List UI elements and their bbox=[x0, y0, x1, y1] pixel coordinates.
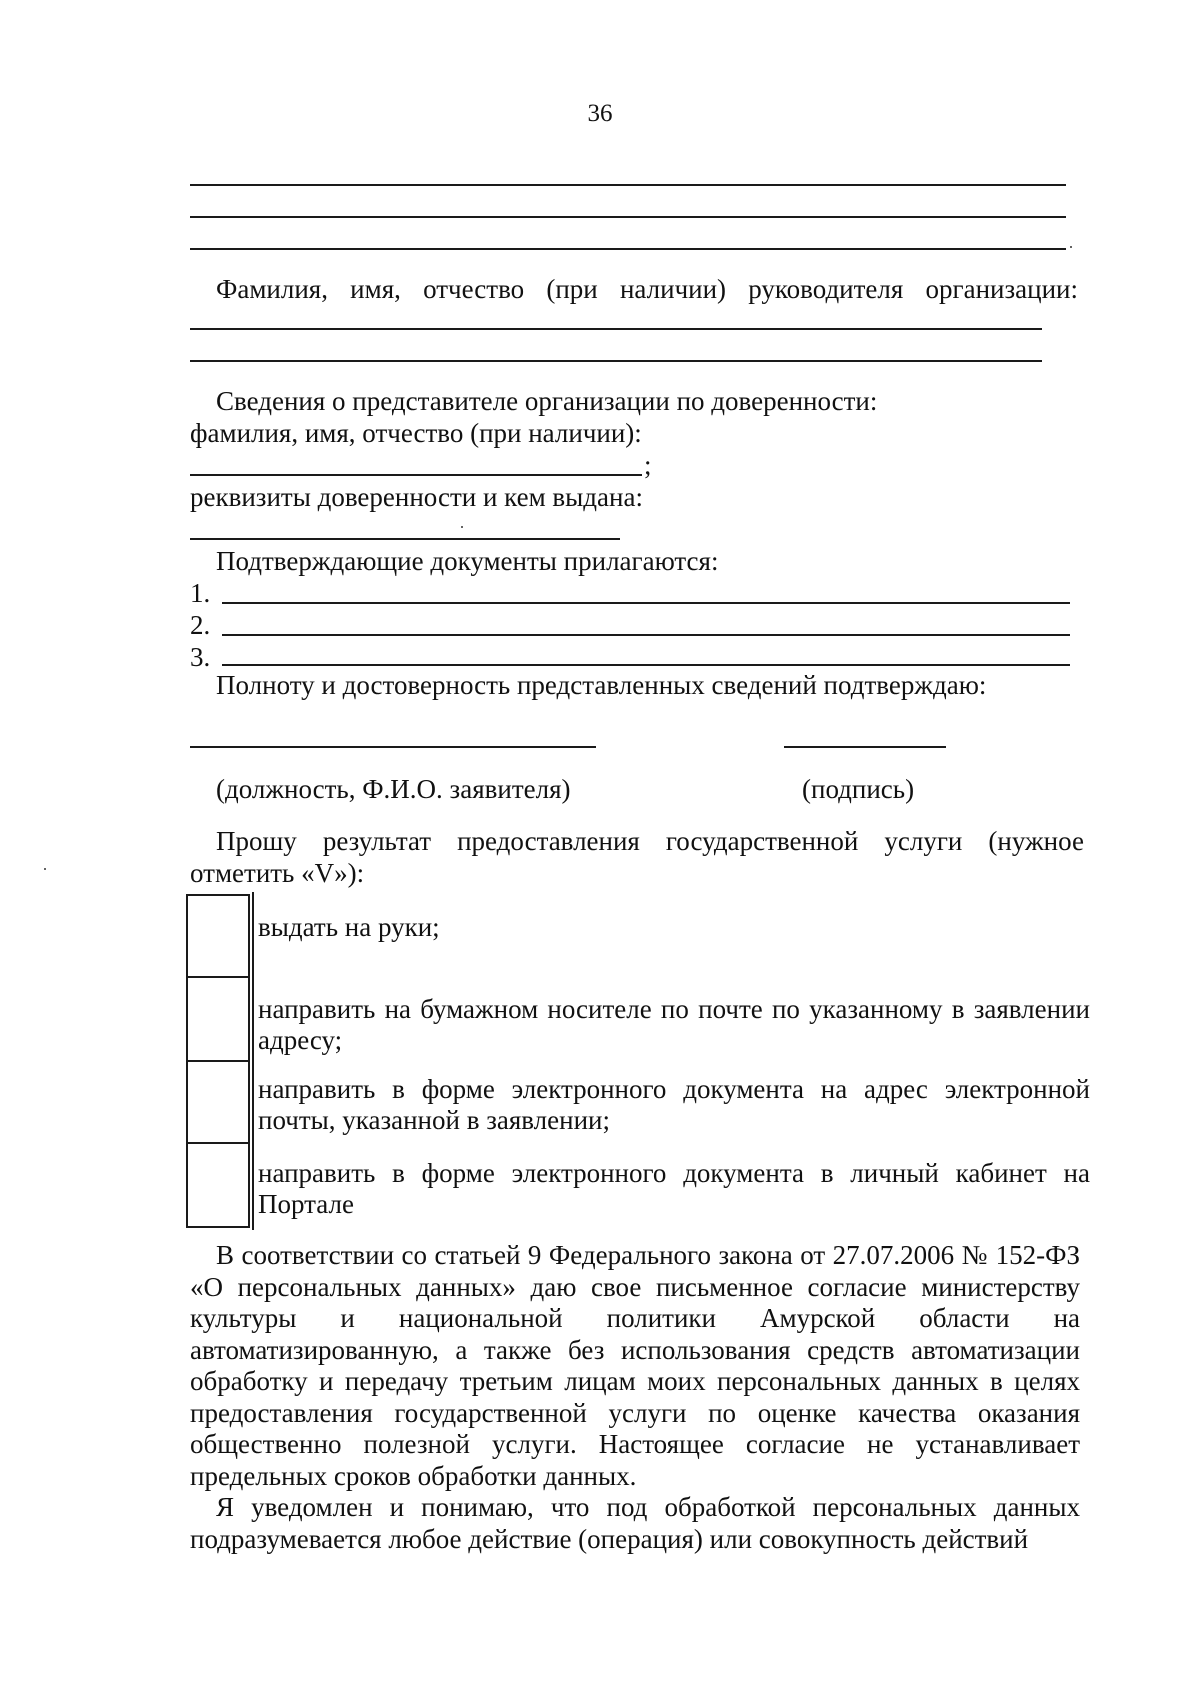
option-divider bbox=[252, 976, 254, 1062]
result-request-line1 bbox=[216, 826, 1084, 857]
blank-line bbox=[190, 248, 1066, 250]
word: предоставления bbox=[457, 826, 640, 856]
speck bbox=[461, 526, 463, 528]
option-divider bbox=[252, 1142, 254, 1230]
attachment-number: 2. bbox=[190, 610, 211, 640]
attachment-number: 1. bbox=[190, 578, 211, 608]
rep-doc-label: реквизиты доверенности и кем выдана: bbox=[190, 482, 643, 512]
word: (нужное bbox=[988, 826, 1084, 856]
attachments-title: Подтверждающие документы прилагаются: bbox=[216, 546, 719, 576]
consent-paragraph: В соответствии со статьей 9 Федерального закона от 27.07.2006 № 152-ФЗ «О персональных данных» даю свое письменное согласие министерству культуры и национальной политики Амурской области на автоматизированную, а также без использования средств автоматизации обработку и передачу третьим лицам моих персональных данных в целях предоставления государственной услуги по оценке качества оказания общественно полезной услуги. Настоящее согласие не устанавливает предельных сроков обработки данных. bbox=[190, 1240, 1080, 1491]
rep-section-title: Сведения о представителе организации по доверенности: bbox=[216, 386, 878, 416]
blank-line bbox=[190, 538, 620, 540]
word: Прошу bbox=[216, 826, 297, 856]
result-request-line2: отметить «V»): bbox=[190, 858, 365, 888]
page-number: 36 bbox=[587, 100, 613, 127]
option-label-email: направить в форме электронного документа на адрес электронной почты, указанной в заявлении; bbox=[258, 1074, 1090, 1135]
word: услуги bbox=[884, 826, 963, 856]
org-head-label: Фамилия, имя, отчество (при наличии) руководителя организации: bbox=[216, 274, 1078, 304]
speck bbox=[44, 868, 46, 870]
blank-line bbox=[190, 328, 1042, 330]
option-divider bbox=[252, 892, 254, 978]
signature-line bbox=[190, 746, 596, 748]
option-checkbox-portal[interactable] bbox=[186, 1142, 250, 1228]
position-caption: (должность, Ф.И.О. заявителя) bbox=[216, 774, 571, 804]
option-label-portal: направить в форме электронного документа в личный кабинет на Порталe bbox=[258, 1158, 1090, 1219]
blank-line bbox=[222, 602, 1070, 604]
notice-paragraph: Я уведомлен и понимаю, что под обработкой персональных данных подразумевается любое действие (операция) или совокупность действий bbox=[190, 1492, 1080, 1554]
word: государственной bbox=[665, 826, 859, 856]
confirmation-text: Полноту и достоверность представленных сведений подтверждаю: bbox=[216, 670, 987, 700]
blank-line bbox=[190, 360, 1042, 362]
attachment-number: 3. bbox=[190, 642, 211, 672]
blank-line bbox=[222, 664, 1070, 666]
option-checkbox-email[interactable] bbox=[186, 1060, 250, 1144]
blank-line bbox=[190, 216, 1066, 218]
word: результат bbox=[322, 826, 432, 856]
option-checkbox-post[interactable] bbox=[186, 976, 250, 1062]
option-checkbox-hand[interactable] bbox=[186, 894, 250, 978]
line-end-dot bbox=[1070, 246, 1072, 248]
option-label-post: направить на бумажном носителе по почте по указанному в заявлении адресу; bbox=[258, 994, 1090, 1055]
option-divider bbox=[252, 1060, 254, 1144]
rep-fio-label: фамилия, имя, отчество (при наличии): bbox=[190, 418, 642, 448]
signature-line bbox=[784, 746, 946, 748]
signature-caption: (подпись) bbox=[802, 774, 915, 804]
blank-line bbox=[190, 184, 1066, 186]
blank-line bbox=[222, 634, 1070, 636]
blank-line bbox=[190, 474, 642, 476]
option-label-hand: выдать на руки; bbox=[258, 912, 440, 942]
rep-fio-end: ; bbox=[644, 450, 652, 480]
